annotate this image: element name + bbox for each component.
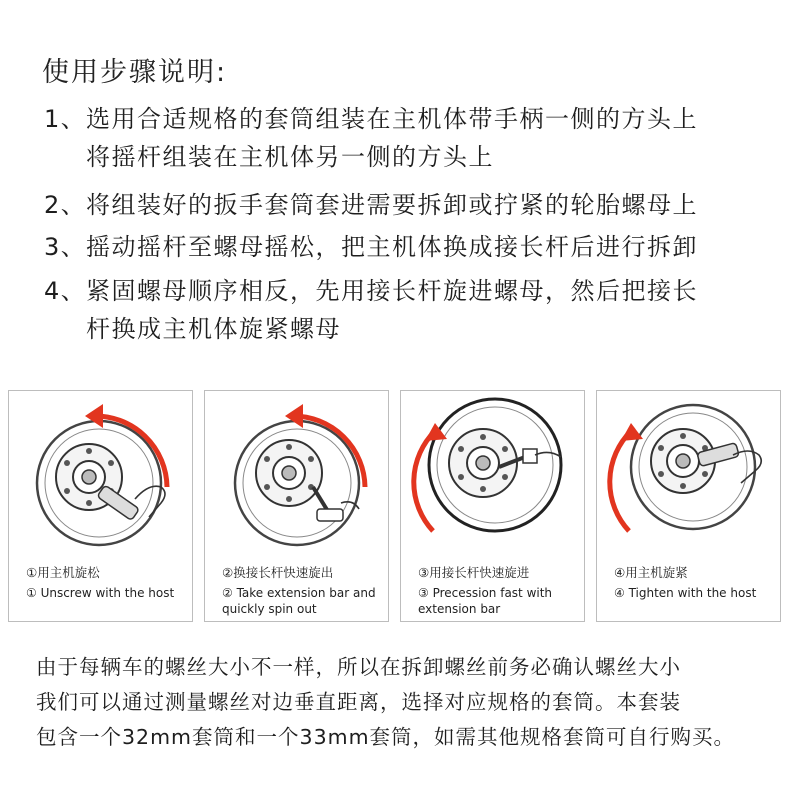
step-text-continued: 杆换成主机体旋紧螺母 — [86, 315, 341, 343]
wheel-tighten-host-illustration — [597, 391, 782, 561]
panel-caption-cn: ①用主机旋松 — [26, 565, 100, 580]
illustration-panel-1 — [8, 390, 193, 622]
wheel-extension-spin-out-illustration — [205, 391, 390, 561]
step-3 — [44, 228, 698, 266]
illustration-panel-2 — [204, 390, 389, 622]
panel-caption-en: ② Take extension bar and quickly spin out — [222, 586, 376, 616]
step-number: 3、 — [44, 233, 87, 261]
note-line: 我们可以通过测量螺丝对边垂直距离，选择对应规格的套筒。本套装 — [36, 690, 681, 714]
step-text-continued: 将摇杆组装在主机体另一侧的方头上 — [86, 143, 494, 171]
wheel-extension-spin-in-illustration — [401, 391, 586, 561]
step-text: 选用合适规格的套筒组装在主机体带手柄一侧的方头上 — [86, 105, 698, 133]
panel-caption-cn: ③用接长杆快速旋进 — [418, 565, 530, 580]
wheel-unscrew-host-illustration — [9, 391, 194, 561]
note-line: 包含一个32mm套筒和一个33mm套筒，如需其他规格套筒可自行购买。 — [36, 725, 736, 749]
panel-caption-en: ③ Precession fast with extension bar — [418, 586, 553, 616]
step-text: 紧固螺母顺序相反，先用接长杆旋进螺母，然后把接长 — [86, 277, 698, 305]
step-number: 4、 — [44, 277, 87, 305]
socket-size-note — [36, 650, 735, 755]
illustration-panel-4 — [596, 390, 781, 622]
illustration-panel-3 — [400, 390, 585, 622]
panel-caption-cn: ②换接长杆快速旋出 — [222, 565, 334, 580]
step-1 — [44, 100, 698, 176]
step-text: 摇动摇杆至螺母摇松，把主机体换成接长杆后进行拆卸 — [86, 233, 698, 261]
step-number: 2、 — [44, 191, 87, 219]
step-2 — [44, 186, 698, 224]
panel-caption-en: ④ Tighten with the host — [614, 586, 757, 600]
step-4 — [44, 272, 698, 348]
step-number: 1、 — [44, 105, 87, 133]
panel-caption-cn: ④用主机旋紧 — [614, 565, 688, 580]
note-line: 由于每辆车的螺丝大小不一样，所以在拆卸螺丝前务必确认螺丝大小 — [36, 655, 681, 679]
panel-caption-en: ① Unscrew with the host — [26, 586, 175, 600]
instructions-title: 使用步骤说明: — [42, 57, 228, 88]
step-text: 将组装好的扳手套筒套进需要拆卸或拧紧的轮胎螺母上 — [86, 191, 698, 219]
